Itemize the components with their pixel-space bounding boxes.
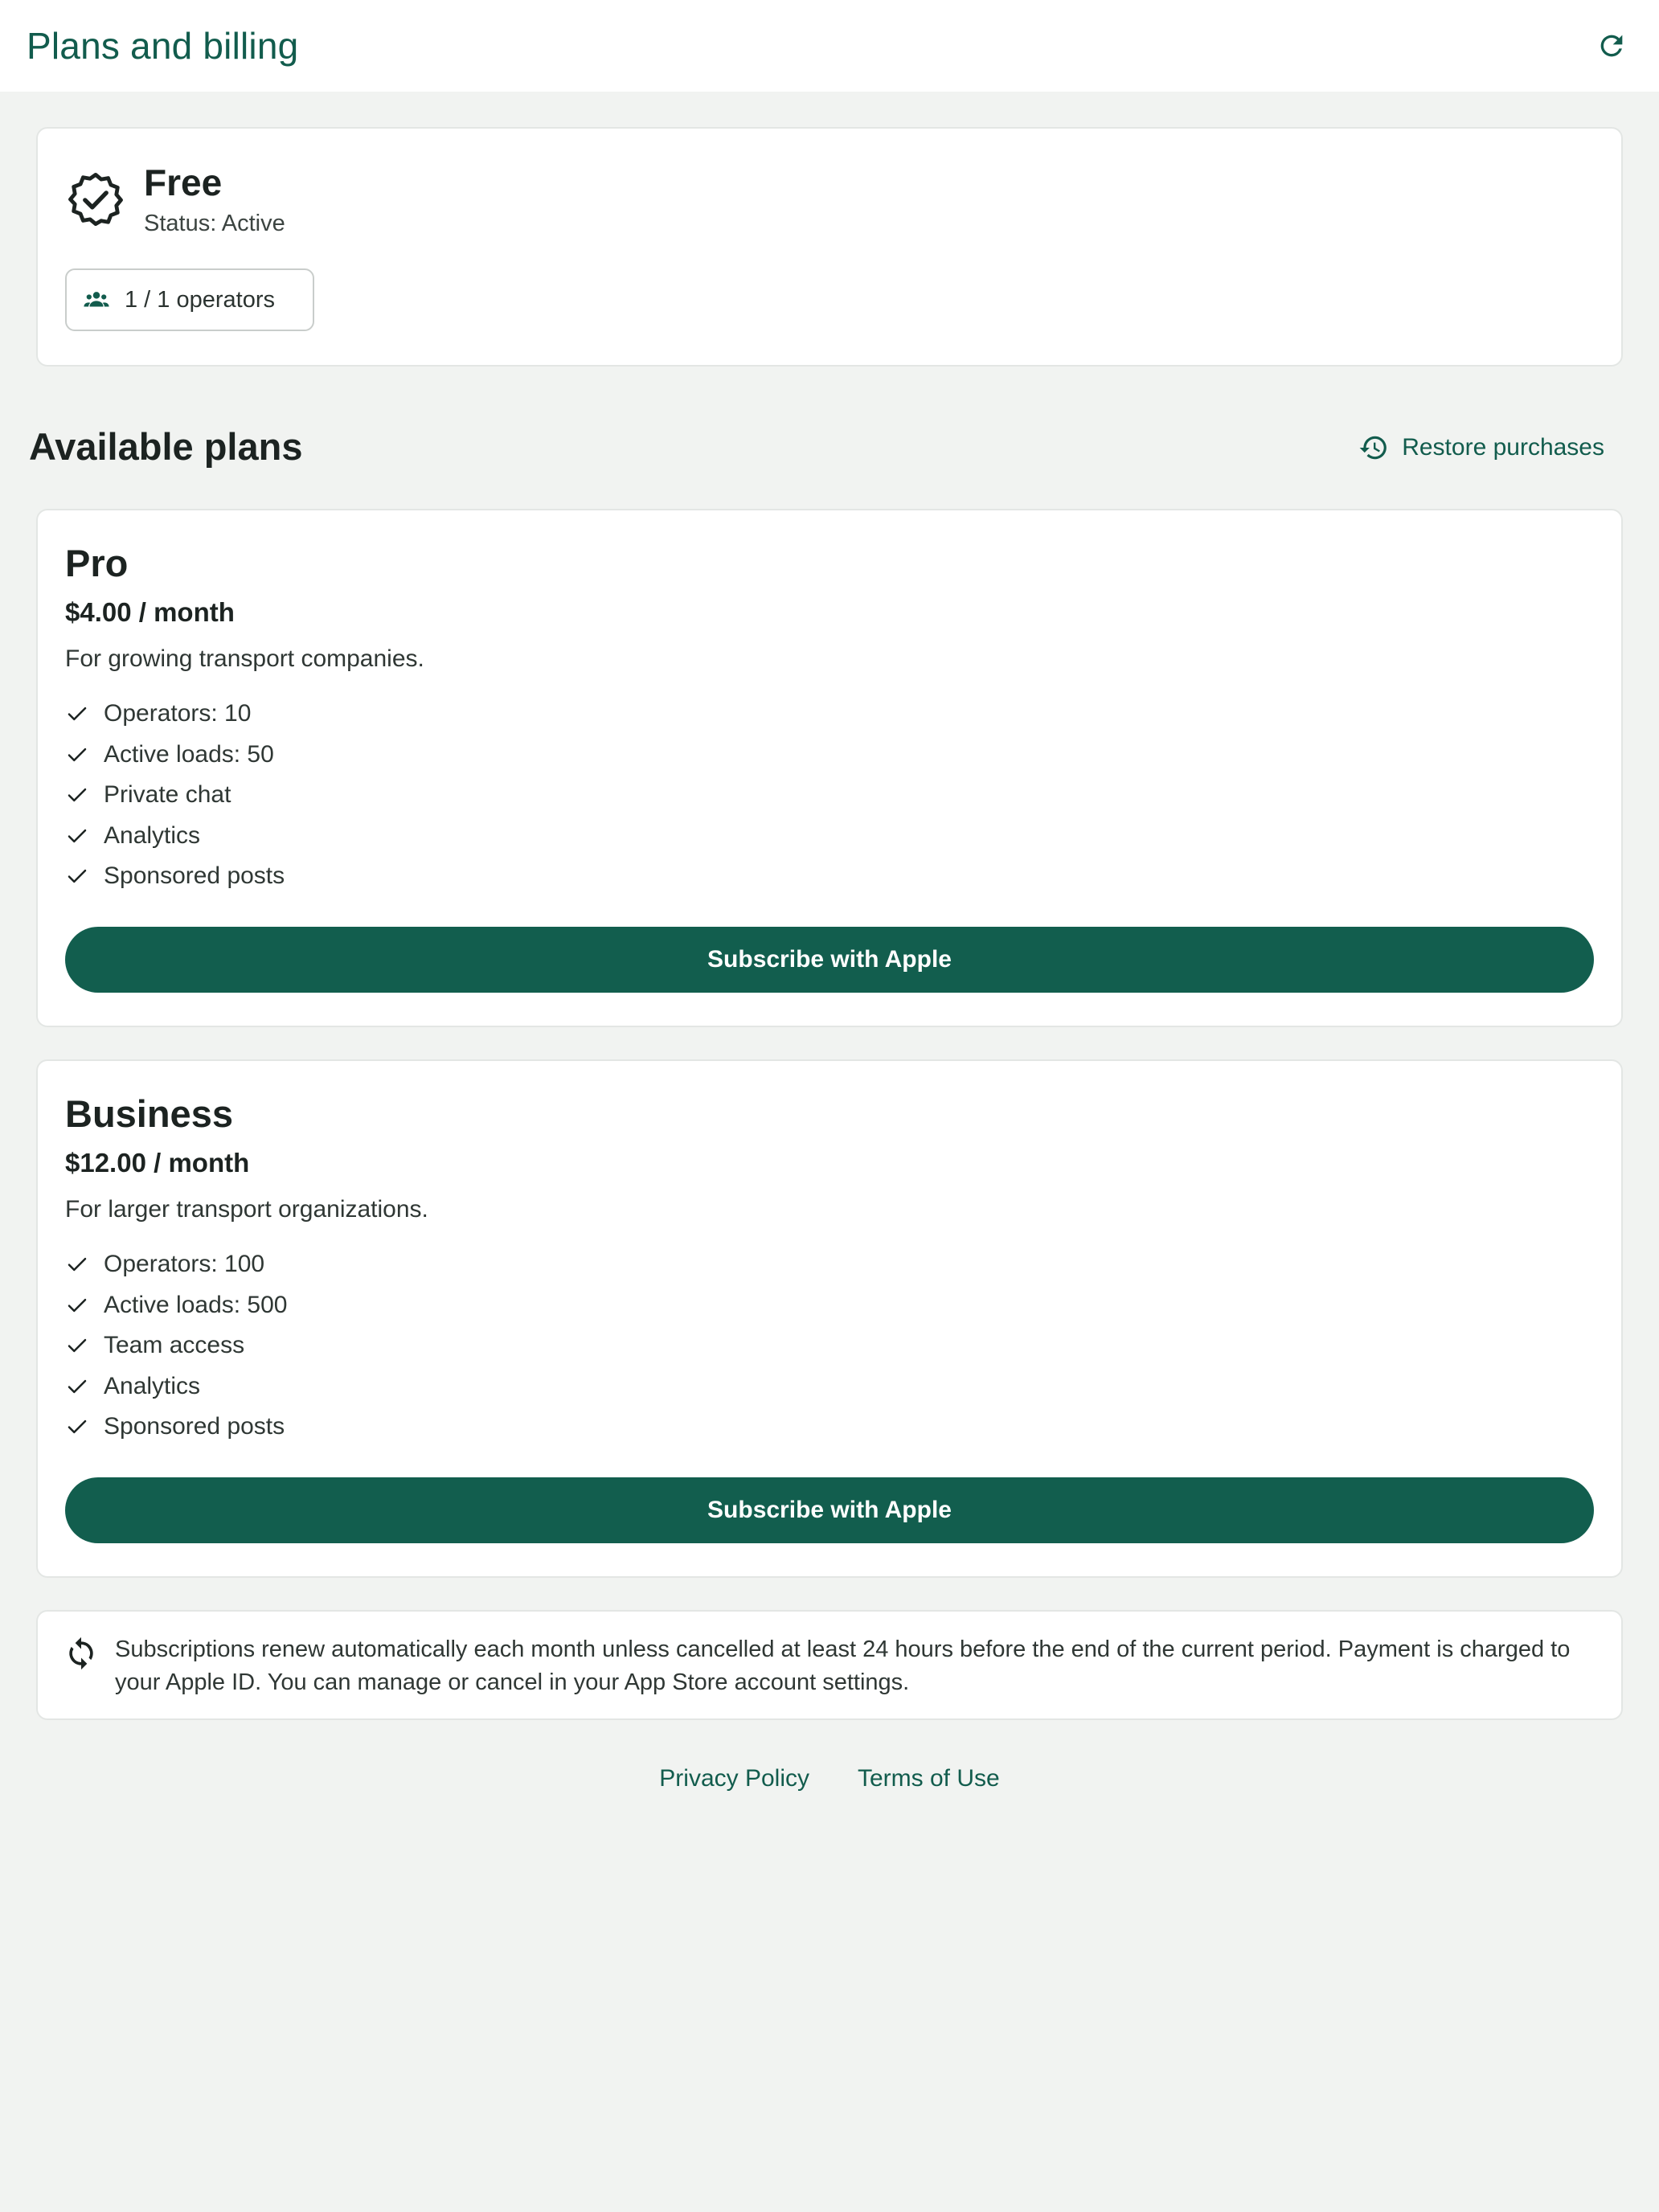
- check-icon: [65, 783, 89, 807]
- feature-item: [65, 1285, 287, 1326]
- plan-title: Business: [65, 1092, 233, 1135]
- feature-item: [65, 1407, 287, 1448]
- group-icon: [83, 286, 110, 313]
- feature-label: Private chat: [104, 781, 231, 809]
- check-icon: [65, 1374, 89, 1399]
- check-icon: [65, 702, 89, 726]
- check-icon: [65, 1293, 89, 1317]
- renewal-info-card: [36, 1610, 1623, 1720]
- plan-price: $4.00 / month: [65, 597, 235, 627]
- feature-item: [65, 1325, 287, 1366]
- check-icon: [65, 1252, 89, 1276]
- feature-item: [65, 856, 285, 897]
- history-icon: [1358, 432, 1389, 463]
- plan-card-pro: [36, 509, 1623, 1027]
- feature-label: Operators: 10: [104, 700, 252, 727]
- feature-label: Active loads: 500: [104, 1291, 288, 1318]
- feature-label: Active loads: 50: [104, 740, 274, 768]
- renewal-info-text: Subscriptions renew automatically each month unless cancelled at least 24 hours before the end of the current period. Payment is charged to your Apple ID. You can manage or cancel in your App Store account settings.: [115, 1636, 1571, 1695]
- sync-icon: [63, 1636, 99, 1671]
- feature-label: Analytics: [104, 821, 201, 849]
- current-plan-name: Free: [144, 162, 223, 203]
- feature-label: Sponsored posts: [104, 1413, 285, 1440]
- plan-price: $12.00 / month: [65, 1148, 250, 1178]
- verified-badge-icon: [67, 170, 125, 228]
- page-title: Plans and billing: [27, 25, 299, 67]
- subscribe-business-button[interactable]: Subscribe with Apple: [65, 1477, 1594, 1543]
- feature-label: Operators: 100: [104, 1251, 265, 1278]
- operators-chip: [65, 268, 314, 331]
- app-bar: [0, 0, 1659, 92]
- available-plans-heading: Available plans: [29, 425, 303, 468]
- feature-label: Team access: [104, 1332, 245, 1359]
- footer-links: [0, 1765, 1659, 1792]
- check-icon: [65, 864, 89, 888]
- operators-count: 1 / 1 operators: [125, 286, 275, 313]
- restore-purchases-label: Restore purchases: [1402, 434, 1604, 461]
- current-plan-card: [36, 127, 1623, 367]
- feature-item: [65, 816, 285, 857]
- check-icon: [65, 743, 89, 767]
- feature-label: Sponsored posts: [104, 862, 285, 890]
- feature-list: [65, 694, 285, 897]
- feature-item: [65, 694, 285, 735]
- feature-list: [65, 1244, 287, 1448]
- feature-item: [65, 775, 285, 816]
- check-icon: [65, 824, 89, 848]
- plan-card-business: [36, 1059, 1623, 1578]
- feature-item: [65, 735, 285, 776]
- refresh-button[interactable]: [1590, 24, 1633, 68]
- feature-item: [65, 1244, 287, 1285]
- check-icon: [65, 1333, 89, 1358]
- check-icon: [65, 1415, 89, 1439]
- feature-label: Analytics: [104, 1372, 201, 1399]
- privacy-policy-link[interactable]: Privacy Policy: [659, 1765, 809, 1792]
- subscribe-pro-button[interactable]: Subscribe with Apple: [65, 927, 1594, 993]
- terms-of-use-link[interactable]: Terms of Use: [858, 1765, 1000, 1792]
- plan-title: Pro: [65, 542, 129, 584]
- plan-description: For growing transport companies.: [65, 645, 424, 672]
- current-plan-status: Status: Active: [144, 211, 285, 236]
- refresh-icon: [1596, 30, 1628, 62]
- plan-description: For larger transport organizations.: [65, 1196, 428, 1223]
- restore-purchases-button[interactable]: [1358, 428, 1604, 468]
- feature-item: [65, 1366, 287, 1407]
